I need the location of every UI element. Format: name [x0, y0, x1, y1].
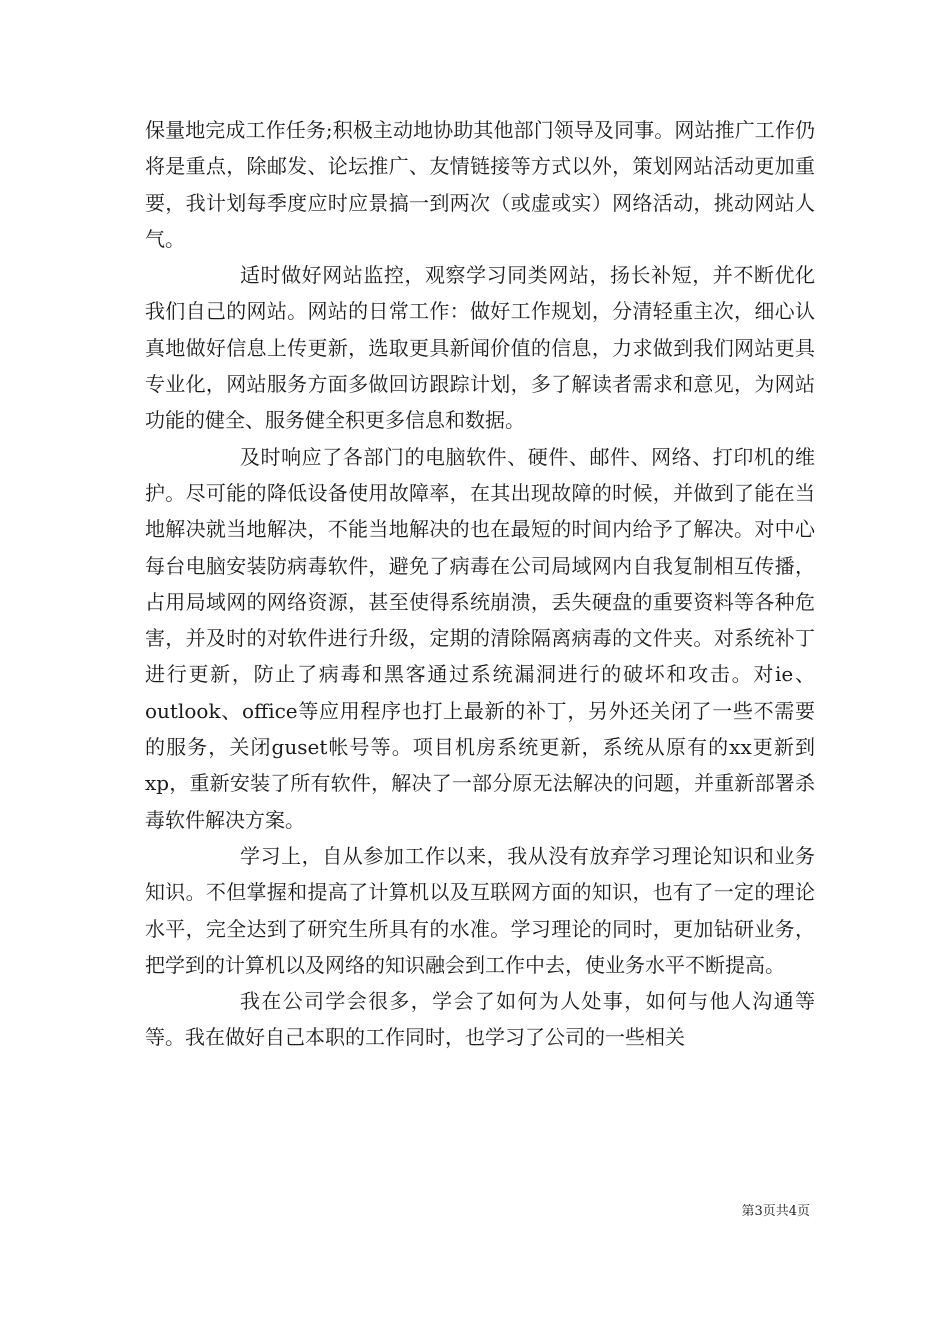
paragraph-5: 我在公司学会很多，学会了如何为人处事，如何与他人沟通等等。我在做好自己本职的工作同时，也学习了公司的一些相关 — [145, 989, 815, 1050]
paragraph-1: 保量地完成工作任务;积极主动地协助其他部门领导及同事。网站推广工作仍将是重点，除邮发、论坛推广、友情链接等方式以外，策划网站活动更加重要，我计划每季度应时应景搞一到两次（或虚或实）网络活动，挑动网站人气。 — [145, 118, 815, 251]
paragraph-4: 学习上，自从参加工作以来，我从没有放弃学习理论知识和业务知识。不但掌握和提高了计算机以及互联网方面的知识，也有了一定的理论水平，完全达到了研究生所具有的水准。学习理论的同时，更加钻研业务，把学到的计算机以及网络的知识融会到工作中去，使业务水平不断提高。 — [145, 843, 815, 977]
paragraph-2: 适时做好网站监控，观察学习同类网站，扬长补短，并不断优化我们自己的网站。网站的日常工作：做好工作规划，分清轻重主次，细心认真地做好信息上传更新，选取更具新闻价值的信息，力求做到我们网站更具专业化，网站服务方面多做回访跟踪计划，多了解读者需求和意见，为网站功能的健全、服务健全积更多信息和数据。 — [145, 263, 815, 433]
paragraph-3: 及时响应了各部门的电脑软件、硬件、邮件、网络、打印机的维护。尽可能的降低设备使用故障率，在其出现故障的时候，并做到了能在当地解决就当地解决，不能当地解决的也在最短的时间内给予了解决。对中心每台电脑安装防病毒软件，避免了病毒在公司局域网内自我复制相互传播，占用局域网的网络资源，甚至使得系统崩溃，丢失硬盘的重要资料等各种危害，并及时的对软件进行升级，定期的清除隔离病毒的文件夹。对系统补丁进行更新，防止了病毒和黑客通过系统漏洞进行的破坏和攻击。对ie、outlook、office等应用程序也打上最新的补丁，另外还关闭了一些不需要的服务，关闭guset帐号等。项目机房系统更新，系统从原有的xx更新到xp，重新安装了所有软件，解决了一部分原无法解决的问题，并重新部署杀毒软件解决方案。 — [145, 444, 815, 832]
document-body — [145, 112, 815, 1056]
page-number: 第3页共4页 — [741, 1204, 810, 1219]
